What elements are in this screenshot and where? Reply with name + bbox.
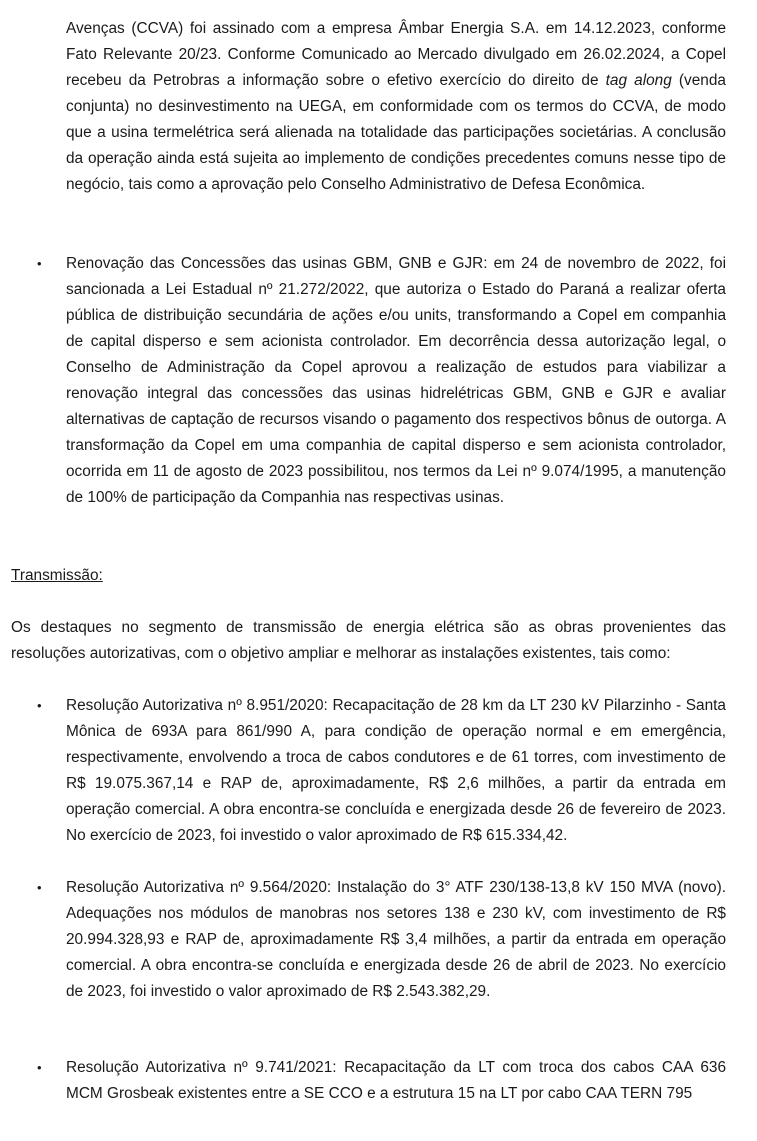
bullet-icon: • xyxy=(37,698,42,713)
uega-continuation-paragraph xyxy=(66,16,726,198)
transmissao-intro-paragraph: Os destaques no segmento de transmissão de energia elétrica são as obras provenientes das resoluções autorizativas, com o objetivo ampliar e melhorar as instalações existentes, tais como: xyxy=(11,619,726,662)
resolucao-8951-paragraph: Resolução Autorizativa nº 8.951/2020: Recapacitação de 28 km da LT 230 kV Pilarzinho - Santa Mônica de 693A para 861/990 A, para condição de operação normal e em emergência, respectivamente, envolvendo a troca de cabos condutores e de 61 torres, com investimento de R$ 19.075.367,14 e RAP de, aproximadamente, R$ 2,6 milhões, a partir da entrada em operação comercial. A obra encontra-se concluída e energizada desde 26 de fevereiro de 2023. No exercício de 2023, foi investido o valor aproximado de R$ 615.334,42. xyxy=(66,697,726,844)
bullet-icon: • xyxy=(37,1060,42,1075)
bullet-icon: • xyxy=(37,256,42,271)
bullet-icon: • xyxy=(37,880,42,895)
renovacao-paragraph: Renovação das Concessões das usinas GBM, GNB e GJR: em 24 de novembro de 2022, foi sancionada a Lei Estadual nº 21.272/2022, que autoriza o Estado do Paraná a realizar oferta pública de distribuição secundária de ações e/ou units, transformando a Copel em companhia de capital disperso e sem acionista controlador. Em decorrência dessa autorização legal, o Conselho de Administração da Copel aprovou a realização de estudos para viabilizar a renovação integral das concessões das usinas hidrelétricas GBM, GNB e GJR e avaliar alternativas de captação de recursos visando o pagamento dos respectivos bônus de outorga. A transformação da Copel em uma companhia de capital disperso e sem acionista controlador, ocorrida em 11 de agosto de 2023 possibilitou, nos termos da Lei nº 9.074/1995, a manutenção de 100% de participação da Companhia nas respectivas usinas. xyxy=(66,255,726,506)
resolucao-9564-paragraph: Resolução Autorizativa nº 9.564/2020: Instalação do 3° ATF 230/138-13,8 kV 150 MVA (novo). Adequações nos módulos de manobras nos setores 138 e 230 kV, com investimento de R$ 20.994.328,93 e RAP de, aproximadamente R$ 3,4 milhões, a partir da entrada em operação comercial. A obra encontra-se concluída e energizada desde 26 de abril de 2023. No exercício de 2023, foi investido o valor aproximado de R$ 2.543.382,29. xyxy=(66,879,726,1000)
italic-term: tag along xyxy=(605,72,672,89)
transmissao-heading: Transmissão: xyxy=(11,567,103,584)
resolucao-9741-paragraph: Resolução Autorizativa nº 9.741/2021: Recapacitação da LT com troca dos cabos CAA 636 MCM Grosbeak existentes entre a SE CCO e a estrutura 15 na LT por cabo CAA TERN 795 xyxy=(66,1059,726,1102)
paragraph-text: (venda conjunta) no desinvestimento na UEGA, em conformidade com os termos do CCVA, de modo que a usina termelétrica será alienada na totalidade das participações societárias. A conclusão da operação ainda está sujeita ao implemento de condições precedentes comuns nesse tipo de negócio, tais como a aprovação pelo Conselho Administrativo de Defesa Econômica. xyxy=(66,72,726,193)
paragraph-text: Avenças (CCVA) foi assinado com a empresa Âmbar Energia S.A. em 14.12.2023, conforme Fato Relevante 20/23. Conforme Comunicado ao Mercado divulgado em 26.02.2024, a Copel recebeu da Petrobras a informação sobre o efetivo exercício do direito de xyxy=(66,20,726,89)
